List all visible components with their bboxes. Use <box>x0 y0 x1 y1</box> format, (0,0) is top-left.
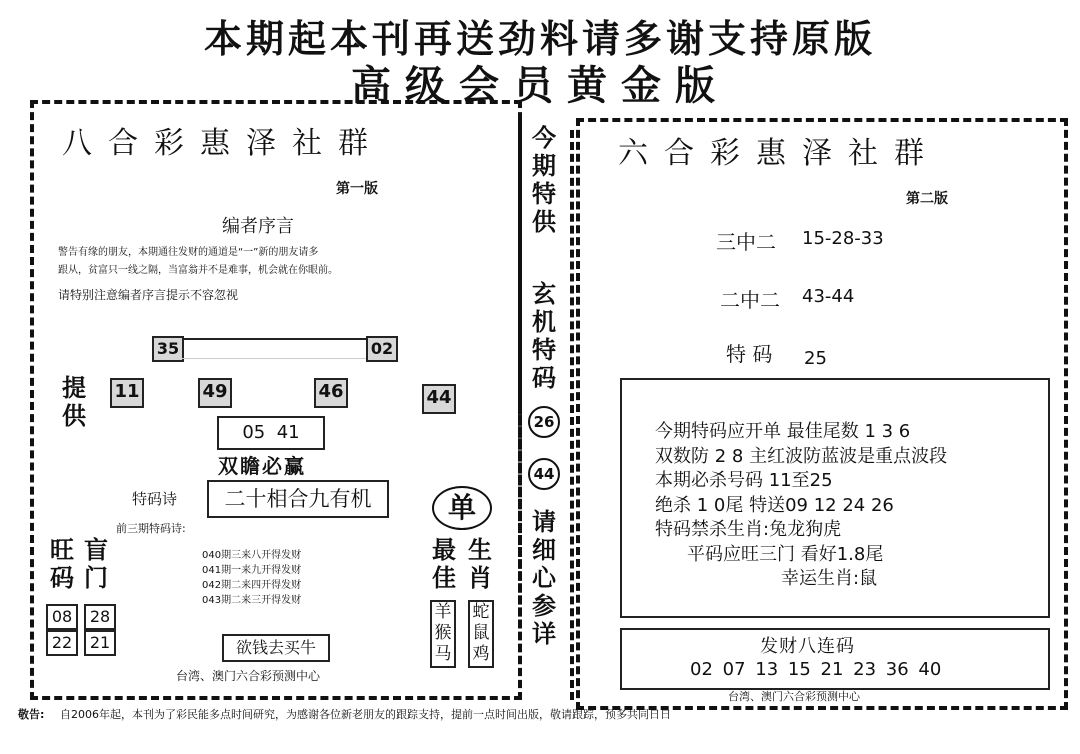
provide-number: 44 <box>422 384 456 414</box>
header-line-1: 本期起本刊再送劲料请多谢支持原版 <box>203 17 876 61</box>
lucky-numbers: 02 07 13 15 21 23 36 40 <box>690 659 942 680</box>
preface-line-1: 警告有缘的朋友，本期通往发财的通道是“一”新的朋友请多 <box>58 247 319 258</box>
history-line: 040期三来八开得发财 <box>202 550 302 561</box>
special-label: 特 码 <box>726 342 773 366</box>
wang-label: 旺码 <box>50 536 74 592</box>
motto-box: 欲钱去买牛 <box>222 634 330 662</box>
middle-text-2: 玄机特码 <box>532 280 556 392</box>
middle-number-1: 26 <box>528 406 560 438</box>
mang-label: 盲门 <box>84 536 108 592</box>
special-value: 25 <box>804 348 827 369</box>
preface-title: 编者序言 <box>222 216 294 237</box>
history-line: 042期二来四开得发财 <box>202 580 302 591</box>
range-divider <box>182 338 366 359</box>
mang-number: 21 <box>84 630 116 656</box>
right-center-name: 台湾、澳门六合彩预测中心 <box>728 690 860 703</box>
range-end-number: 02 <box>366 336 398 362</box>
three-label: 三中二 <box>716 230 776 254</box>
left-center-name: 台湾、澳门六合彩预测中心 <box>176 669 321 683</box>
middle-divider <box>518 120 522 700</box>
history-line: 041期一来九开得发财 <box>202 565 302 576</box>
header-line-2: 高级会员黄金版 <box>351 63 729 109</box>
preface-line-2: 跟从，贫富只一线之隔，当富翁并不是难事，机会就在你眼前。 <box>58 265 338 276</box>
middle-divider <box>570 130 574 700</box>
right-panel-title: 六合彩惠泽社群 <box>618 136 940 171</box>
prev-poem-label: 前三期特码诗: <box>116 522 186 535</box>
history-line: 043期二来三开得发财 <box>202 595 302 606</box>
info-line: 平码应旺三门 看好1.8尾 <box>687 543 884 565</box>
middle-text-1: 今期特供 <box>532 124 556 236</box>
lucky-title: 发财八连码 <box>760 636 855 657</box>
poem-label: 特码诗 <box>132 490 178 508</box>
info-line: 本期必杀号码 11至25 <box>655 470 833 491</box>
info-line: 双数防 2 8 主红波防蓝波是重点波段 <box>655 445 948 467</box>
provide-number: 49 <box>198 378 232 408</box>
left-edition-label: 第一版 <box>336 181 378 197</box>
dan-oval: 单 <box>432 486 492 530</box>
two-label: 二中二 <box>720 288 780 312</box>
zodiac-label: 生肖 <box>468 536 492 592</box>
preface-note: 请特别注意编者序言提示不容忽视 <box>58 288 239 302</box>
middle-text-3: 请细心参详 <box>532 508 556 648</box>
best-zodiac-box: 羊猴马 <box>430 600 456 668</box>
info-line: 幸运生肖:鼠 <box>781 568 878 589</box>
footer-text: 自2006年起，本刊为了彩民能多点时间研究，为感谢各位新老朋友的跟踪支持，提前一点时间出版，敬请跟踪，预多共同日日 <box>60 708 671 721</box>
middle-number-2: 44 <box>528 458 560 490</box>
footer-label: 敬告: <box>18 708 45 721</box>
provide-label: 提供 <box>62 374 86 430</box>
range-start-number: 35 <box>152 336 184 362</box>
three-value: 15-28-33 <box>802 228 884 249</box>
provide-number: 11 <box>110 378 144 408</box>
poem-box: 二十相合九有机 <box>207 480 389 518</box>
info-line: 特码禁杀生肖:兔龙狗虎 <box>655 519 842 540</box>
mang-number: 28 <box>84 604 116 630</box>
info-lines <box>655 420 947 592</box>
provide-number: 46 <box>314 378 348 408</box>
two-value: 43-44 <box>802 286 855 307</box>
info-line: 今期特码应开单 最佳尾数 1 3 6 <box>655 421 911 442</box>
wang-number: 08 <box>46 604 78 630</box>
best-label: 最佳 <box>432 536 456 592</box>
left-panel-title: 八合彩惠泽社群 <box>62 126 384 161</box>
pair-box: 05 41 <box>217 416 325 450</box>
right-edition-label: 第二版 <box>906 191 948 207</box>
info-line: 绝杀 1 0尾 特送09 12 24 26 <box>655 494 894 516</box>
zodiac-set-box: 蛇鼠鸡 <box>468 600 494 668</box>
wang-number: 22 <box>46 630 78 656</box>
slogan: 双瞻必赢 <box>218 454 306 478</box>
